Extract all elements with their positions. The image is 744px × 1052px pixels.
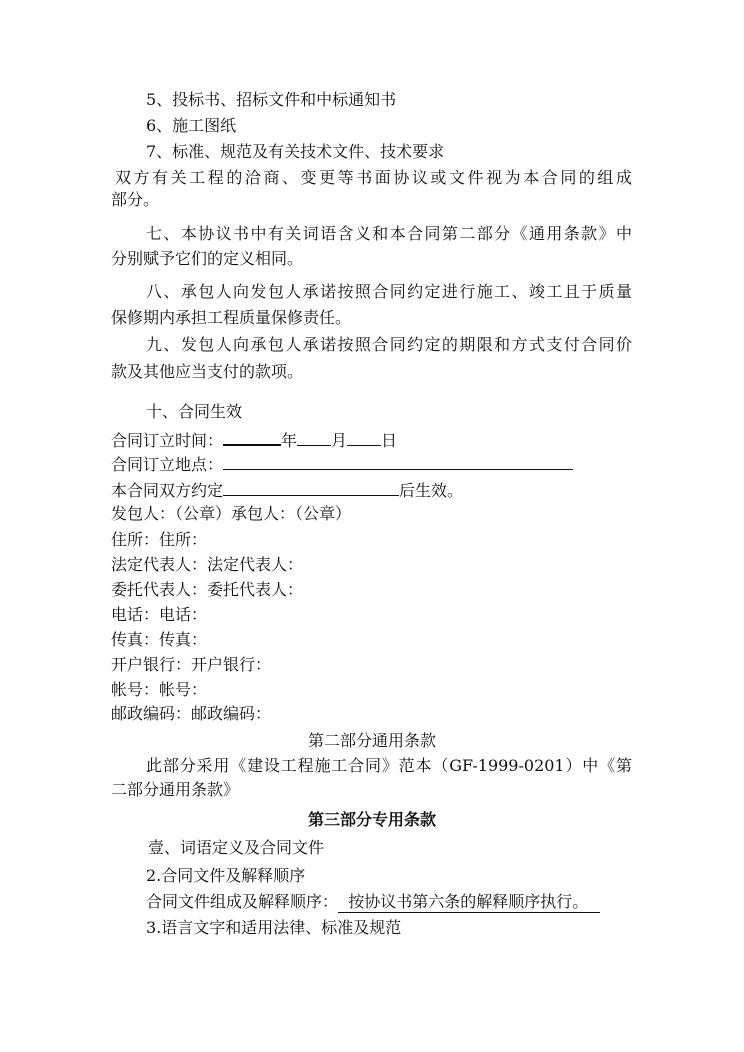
postcode-line: 邮政编码：邮政编码： bbox=[111, 704, 272, 723]
effective-line bbox=[111, 479, 463, 499]
party-line: 发包人：（公章）承包人：（公章） bbox=[111, 504, 352, 523]
paragraph-line: 部分。 bbox=[111, 190, 160, 209]
paragraph-line: 分别赋予它们的定义相同。 bbox=[111, 249, 304, 268]
date-label: 合同订立时间： bbox=[111, 431, 224, 450]
paragraph-line: 保修期内承担工程质量保修责任。 bbox=[111, 308, 352, 327]
section-heading: 壹、词语定义及合同文件 bbox=[148, 838, 325, 857]
part-three-heading: 第三部分专用条款 bbox=[307, 810, 436, 829]
clause-10-heading: 十、合同生效 bbox=[146, 402, 243, 421]
list-item-5: 5、投标书、招标文件和中标通知书 bbox=[146, 90, 397, 109]
order-line bbox=[146, 892, 600, 912]
agree-suffix: 后生效。 bbox=[399, 481, 464, 500]
bank-line: 开户银行：开户银行： bbox=[111, 655, 272, 674]
clause-7: 七、本协议书中有关词语含义和本合同第二部分《通用条款》中 bbox=[146, 224, 632, 243]
order-value: 按协议书第六条的解释顺序执行。 bbox=[338, 892, 600, 913]
agree-blank[interactable] bbox=[223, 479, 399, 496]
place-label: 合同订立地点： bbox=[111, 455, 224, 474]
year-blank[interactable] bbox=[223, 428, 281, 446]
clause-9: 九、发包人向承包人承诺按照合同约定的期限和方式支付合同价 bbox=[146, 335, 632, 354]
order-label: 合同文件组成及解释顺序： bbox=[146, 892, 339, 911]
month-label: 月 bbox=[331, 431, 348, 450]
paragraph-line: 款及其他应当支付的款项。 bbox=[111, 362, 304, 381]
day-blank[interactable] bbox=[347, 429, 381, 446]
fax-line: 传真：传真： bbox=[111, 630, 208, 649]
agent-line: 委托代表人：委托代表人： bbox=[111, 580, 304, 599]
paragraph-line: 此部分采用《建设工程施工合同》范本（GF-1999-0201）中《第 bbox=[146, 756, 632, 775]
signing-place-line bbox=[111, 453, 573, 473]
year-label: 年 bbox=[281, 431, 298, 450]
legal-rep-line: 法定代表人：法定代表人： bbox=[111, 555, 304, 574]
subsection-heading: 2.合同文件及解释顺序 bbox=[146, 866, 306, 885]
list-item-6: 6、施工图纸 bbox=[146, 116, 237, 135]
account-line: 帐号：帐号： bbox=[111, 680, 208, 699]
subsection-heading: 3.语言文字和适用法律、标准及规范 bbox=[146, 918, 402, 937]
part-two-heading: 第二部分通用条款 bbox=[307, 731, 436, 750]
paragraph-line: 二部分通用条款》 bbox=[111, 780, 240, 799]
phone-line: 电话：电话： bbox=[111, 605, 208, 624]
paragraph-line: 双方有关工程的洽商、变更等书面协议或文件视为本合同的组成 bbox=[115, 168, 632, 187]
address-line: 住所：住所： bbox=[111, 530, 208, 549]
day-label: 日 bbox=[381, 431, 398, 450]
agree-label: 本合同双方约定 bbox=[111, 481, 224, 500]
clause-8: 八、承包人向发包人承诺按照合同约定进行施工、竣工且于质量 bbox=[146, 282, 632, 301]
list-item-7: 7、标准、规范及有关技术文件、技术要求 bbox=[146, 142, 445, 161]
place-blank[interactable] bbox=[223, 453, 573, 470]
month-blank[interactable] bbox=[297, 429, 331, 446]
signing-date-line bbox=[111, 428, 397, 448]
